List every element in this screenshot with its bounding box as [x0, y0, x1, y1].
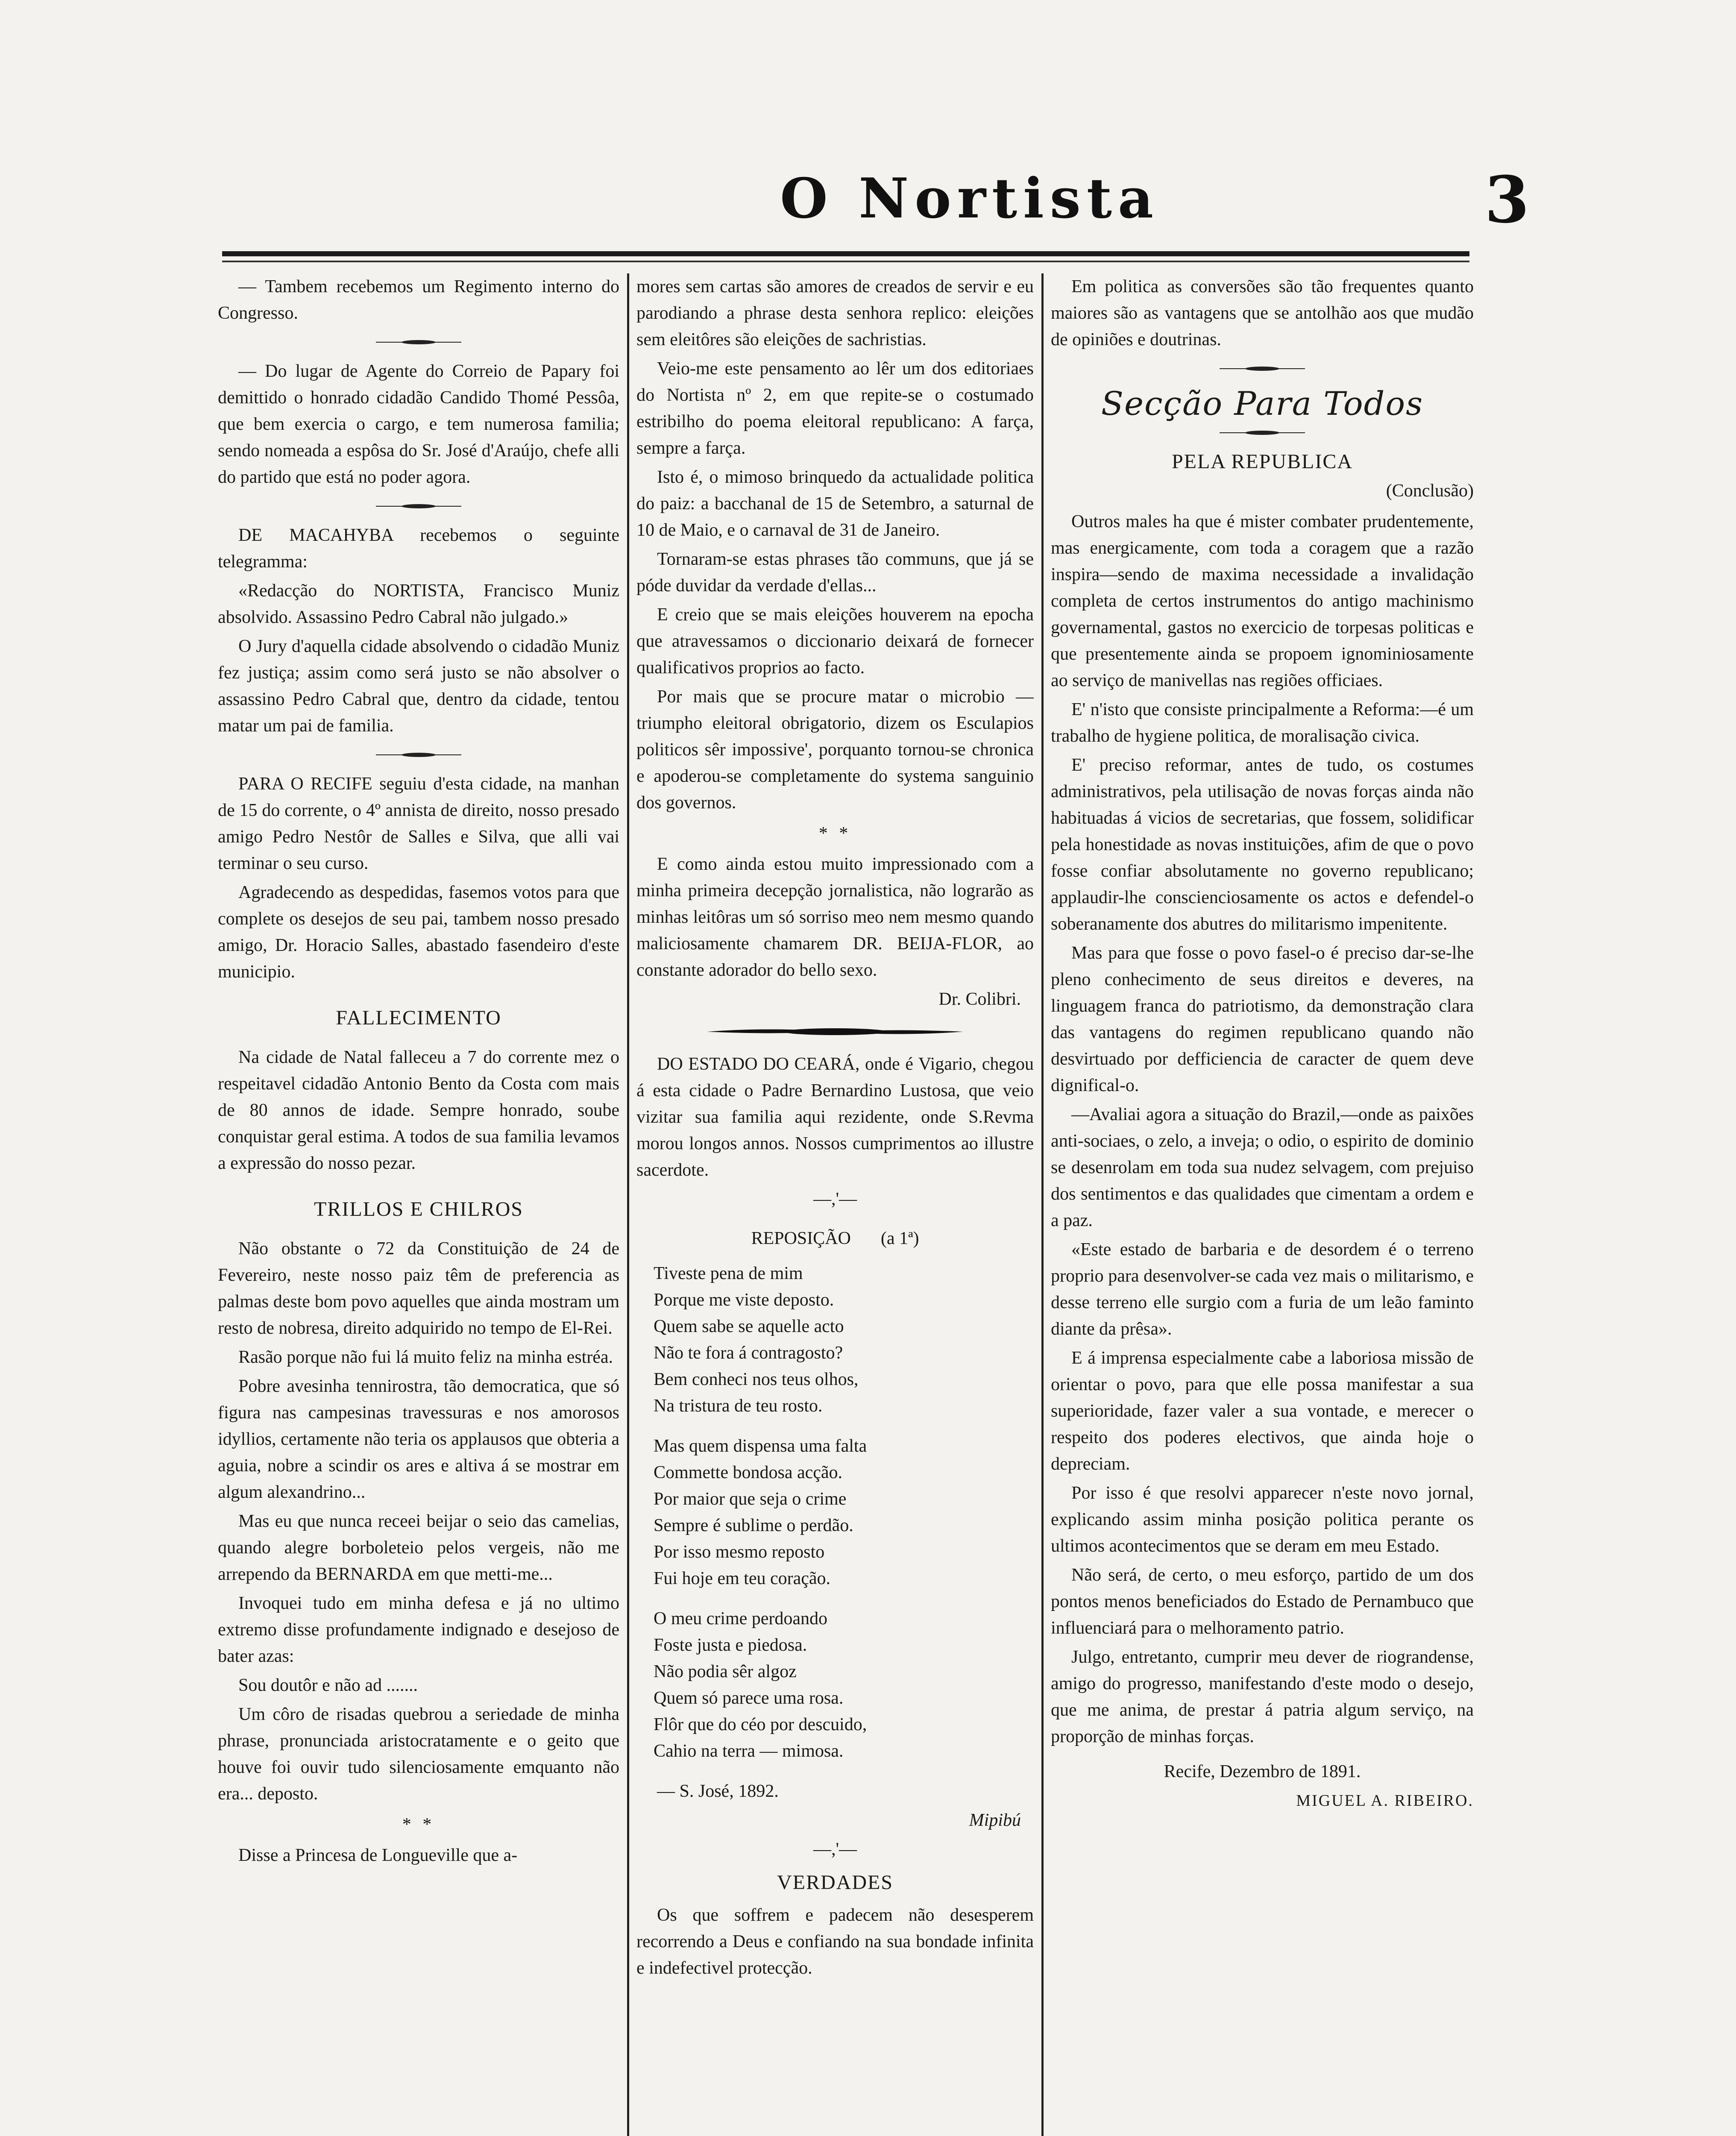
paragraph: Disse a Princesa de Longueville que a- [238, 1846, 518, 1865]
column-1 [218, 273, 619, 2136]
masthead [222, 162, 1529, 238]
poem-stanza-3 [636, 1605, 1034, 1764]
paragraph: E' n'isto que consiste principalmente a Reforma:—é um trabalho de hygiene politica, de moralisação civica. [1051, 700, 1474, 746]
divider-mark: —,'— [813, 1840, 857, 1859]
poem-line: Bem conheci nos teus olhos, [654, 1370, 859, 1389]
author-signature: MIGUEL A. RIBEIRO. [1296, 1792, 1474, 1810]
paragraph: PARA O RECIFE seguiu d'esta cidade, na manhan de 15 do corrente, o 4º annista de direito, nosso presado amigo Pedro Nestôr de Salles e Silva, que alli vai terminar o seu curso. [218, 774, 619, 873]
paragraph: Outros males ha que é mister combater prudentemente, mas energicamente, com toda a coragem que a razão inspira—sendo de maxima necessidade a invalidação completa de certos instrumentos do antigo machinismo governamental, gastos no exercicio de torpesas politicas e que presentemente ainda se propoem ignominiosamente ao serviço de manivellas nas regiões officiaes. [1051, 512, 1474, 690]
poem-line: Não podia sêr algoz [654, 1662, 797, 1681]
ornament-divider [376, 752, 461, 758]
paragraph: DE MACAHYBA recebemos o seguinte telegramma: [218, 525, 619, 572]
paragraph: — Tambem recebemos um Regimento interno do Congresso. [218, 277, 619, 323]
signature: Dr. Colibri. [938, 989, 1021, 1009]
paragraph: Sou doutôr e não ad ....... [238, 1675, 418, 1695]
paragraph: E como ainda estou muito impressionado com a minha primeira decepção jornalistica, não lograrão as minhas leitôras um só sorriso meo nem mesmo quando maliciosamente chamarem DR. BEIJA-FLOR, ao constante adorador do bello sexo. [636, 854, 1034, 980]
paragraph: Mas para que fosse o povo fasel-o é preciso dar-se-lhe pleno conhecimento de seus direitos e deveres, na linguagem franca do patriotismo, da demonstração clara das vantagens do regimen republicano quando não desvirtuado por defficiencia de caracter de quem deve dignifical-o. [1051, 943, 1474, 1095]
paragraph: mores sem cartas são amores de creados de servir e eu parodiando a phrase desta senhora replico: eleições sem eleitôres são eleições de sachristias. [636, 277, 1034, 349]
poem-title: REPOSIÇÃO [751, 1229, 851, 1248]
ornament-divider [376, 339, 461, 345]
column-2 [636, 273, 1034, 2136]
divider-mark: —,'— [813, 1189, 857, 1209]
poem-line: Quem sabe se aquelle acto [654, 1317, 844, 1336]
paragraph: Julgo, entretanto, cumprir meu dever de riograndense, amigo do progresso, manifestando d'este modo o desejo, que me anima, de prestar á patria algum serviço, na proporção de minhas forças. [1051, 1647, 1474, 1746]
column-divider [627, 273, 629, 2136]
paragraph: Agradecendo as despedidas, fasemos votos para que complete os desejos de seu pai, tambem nosso presado amigo, Dr. Horacio Salles, abastado fasendeiro d'este municipio. [218, 883, 619, 982]
poem-line: Tiveste pena de mim [654, 1264, 803, 1283]
article-title: PELA REPUBLICA [1171, 450, 1353, 473]
section-heading-script: Secção Para Todos [1101, 384, 1424, 423]
paragraph: Invoquei tudo em minha defesa e já no ultimo extremo disse profundamente indignado e desejoso de bater azas: [218, 1593, 619, 1666]
paragraph: Tornaram-se estas phrases tão communs, que já se póde duvidar da verdade d'ellas... [636, 549, 1034, 596]
section-heading: VERDADES [777, 1871, 893, 1894]
masthead-rule-thin [222, 261, 1469, 262]
page-number: 3 [1484, 162, 1529, 238]
poem-stanza-1 [636, 1260, 1034, 1419]
paragraph: Isto é, o mimoso brinquedo da actualidade politica do paiz: a bacchanal de 15 de Setembro, a saturnal de 10 de Maio, e o carnaval de 31 de Janeiro. [636, 467, 1034, 540]
poem-note: (a 1ª) [880, 1229, 919, 1248]
asterism: * * [818, 824, 852, 843]
poem-line: Fui hoje em teu coração. [654, 1569, 831, 1588]
paragraph: Os que soffrem e padecem não desesperem recorrendo a Deus e confiando na sua bondade infinita e indefectivel protecção. [636, 1905, 1034, 1978]
paragraph: «Redacção do NORTISTA, Francisco Muniz absolvido. Assassino Pedro Cabral não julgado.» [218, 581, 619, 627]
column-divider [1041, 273, 1044, 2136]
paragraph: Um côro de risadas quebrou a seriedade de minha phrase, pronunciada aristocratamente e o geito que houve foi ouvir tudo silenciosamente emquanto não era... deposto. [218, 1705, 619, 1804]
paragraph: «Este estado de barbaria e de desordem é o terreno proprio para desenvolver-se cada vez mais o militarismo, e desse terreno elle surgio com a furia de um leão faminto diante da prêsa». [1051, 1240, 1474, 1339]
poem-line: Não te fora á contragosto? [654, 1343, 843, 1363]
paragraph: Não obstante o 72 da Constituição de 24 de Fevereiro, neste nosso paiz têm de preferencia as palmas deste bom povo aquelles que ainda mostram um resto de nobresa, direito adquirido no tempo de El-Rei. [218, 1239, 619, 1338]
ornament-divider [1220, 430, 1305, 436]
paragraph: —Avaliai agora a situação do Brazil,—onde as paixões anti-sociaes, o zelo, a inveja; o odio, o espirito de dominio se desenrolam em toda sua nudez selvagem, com prejuiso dos sentimentos e das qualidades que cimentam a ordem e a paz. [1051, 1105, 1474, 1230]
section-heading: FALLECIMENTO [336, 1006, 501, 1029]
paragraph: E' preciso reformar, antes de tudo, os costumes administrativos, pela utilisação de novas forças ainda não habituadas á vicios de secretarias, que fossem, solidificar pela honestidade as novas instituições, afim de que o povo fosse confiar absolutamente no governo republicano; applaudir-lhe conscienciosamente os actos e defendel-o soberanamente dos abutres do militarismo impenitente. [1051, 755, 1474, 934]
poem-line: Quem só parece uma rosa. [654, 1688, 844, 1708]
paragraph: Por mais que se procure matar o microbio — triumpho eleitoral obrigatorio, dizem os Esculapios politicos sêr impossive', porquanto tornou-se chronica e apoderou-se completamente do systema sanguinio dos governos. [636, 687, 1034, 813]
newspaper-title: O Nortista [780, 167, 1159, 231]
ornament-divider [707, 1025, 963, 1038]
paragraph: Por isso é que resolvi apparecer n'este novo jornal, explicando assim minha posição politica perante os ultimos acontecimentos que se deram em meu Estado. [1051, 1483, 1474, 1556]
column-3 [1051, 273, 1474, 2136]
poem-author: Mipibú [969, 1810, 1021, 1830]
paragraph: DO ESTADO DO CEARÁ, onde é Vigario, chegou á esta cidade o Padre Bernardino Lustosa, que veio vizitar sua familia aqui rezidente, onde S.Revma morou longos annos. Nossos cumprimentos ao illustre sacerdote. [636, 1054, 1034, 1180]
paragraph: O Jury d'aquella cidade absolvendo o cidadão Muniz fez justiça; assim como será justo se não absolver o assassino Pedro Cabral que, dentro da cidade, tentou matar um pai de familia. [218, 637, 619, 736]
paragraph: E creio que se mais eleições houverem na epocha que atravessamos o diccionario deixará de fornecer qualificativos proprios ao facto. [636, 605, 1034, 678]
ornament-divider [1220, 366, 1305, 372]
paragraph: Não será, de certo, o meu esforço, partido de um dos pontos menos beneficiados do Estado de Pernambuco que influenciará para o melhoramento patrio. [1051, 1565, 1474, 1638]
poem-line: Commette bondosa acção. [654, 1463, 843, 1482]
poem-line: Na tristura de teu rosto. [654, 1396, 823, 1416]
poem-line: Foste justa e piedosa. [654, 1635, 807, 1655]
poem-line: O meu crime perdoando [654, 1609, 828, 1628]
paragraph: E á imprensa especialmente cabe a laboriosa missão de orientar o povo, para que elle possa manifestar a sua superioridade, fazer valer a sua vontade, e merecer o respeito dos poderes electivos, que ainda hoje o depreciam. [1051, 1348, 1474, 1474]
poem-place: — S. José, 1892. [657, 1781, 779, 1801]
poem-line: Flôr que do céo por descuido, [654, 1715, 867, 1734]
paragraph: Mas eu que nunca receei beijar o seio das camelias, quando alegre borboleteio pelos vergeis, não me arrependo da BERNARDA em que metti-me... [218, 1511, 619, 1584]
paragraph: — Do lugar de Agente do Correio de Papary foi demittido o honrado cidadão Candido Thomé Pessôa, que bem exercia o cargo, e tem numerosa familia; sendo nomeada a espôsa do Sr. José d'Araújo, chefe alli do partido que está no poder agora. [218, 361, 619, 487]
poem-line: Por maior que seja o crime [654, 1489, 847, 1509]
poem-stanza-2 [636, 1433, 1034, 1592]
dateline: Recife, Dezembro de 1891. [1164, 1762, 1361, 1781]
poem-line: Sempre é sublime o perdão. [654, 1516, 853, 1535]
paragraph: Veio-me este pensamento ao lêr um dos editoriaes do Nortista nº 2, em que repite-se o costumado estribilho do poema eleitoral republicano: A farça, sempre a farça. [636, 359, 1034, 458]
section-heading: TRILLOS E CHILROS [314, 1198, 523, 1221]
masthead-rule [222, 251, 1469, 256]
poem-line: Por isso mesmo reposto [654, 1542, 825, 1562]
article-subtitle: (Conclusão) [1386, 481, 1474, 501]
paragraph: Em politica as conversões são tão frequentes quanto maiores são as vantagens que se antolhão aos que mudão de opiniões e doutrinas. [1051, 277, 1474, 349]
paragraph: Na cidade de Natal falleceu a 7 do corrente mez o respeitavel cidadão Antonio Bento da Costa com mais de 80 annos de idade. Sempre honrado, soube conquistar geral estima. A todos de sua familia levamos a expressão do nosso pezar. [218, 1047, 619, 1173]
paragraph: Rasão porque não fui lá muito feliz na minha estréa. [238, 1347, 613, 1367]
paragraph: Pobre avesinha tennirostra, tão democratica, que só figura nas campesinas travessuras e nos amorosos idyllios, certamente não teria os applausos que obteria a aguia, nobre a scindir os ares e altiva á se mostrar em algum alexandrino... [218, 1376, 619, 1502]
poem-line: Mas quem dispensa uma falta [654, 1436, 867, 1456]
ornament-divider [376, 503, 461, 509]
poem-heading [636, 1225, 1034, 1252]
poem-line: Porque me viste deposto. [654, 1290, 834, 1310]
asterism: * * [402, 1815, 435, 1834]
poem-line: Cahio na terra — mimosa. [654, 1741, 844, 1761]
